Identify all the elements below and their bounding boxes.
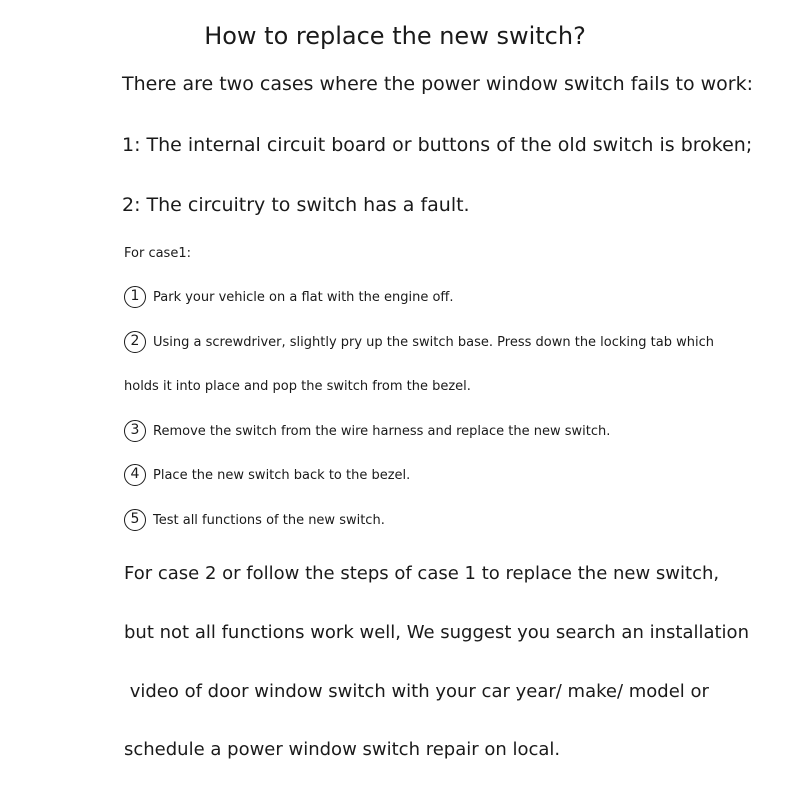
step-1 [124, 286, 454, 308]
step-number-badge: 4 [124, 464, 146, 486]
step-text: Park your vehicle on a flat with the engine off. [153, 289, 454, 305]
step-number-badge: 2 [124, 331, 146, 353]
page-title: How to replace the new switch? [204, 22, 586, 50]
step-text: Test all functions of the new switch. [153, 512, 385, 528]
step-number-badge: 5 [124, 509, 146, 531]
case1-heading: For case1: [124, 246, 191, 261]
case2-paragraph-line: For case 2 or follow the steps of case 1 to replace the new switch, [124, 563, 720, 584]
step-number-badge: 3 [124, 420, 146, 442]
step-2 [124, 331, 714, 353]
case2-paragraph-line: schedule a power window switch repair on local. [124, 739, 561, 760]
step-3 [124, 420, 610, 442]
step-number-badge: 1 [124, 286, 146, 308]
case2-paragraph-line: but not all functions work well, We suggest you search an installation [124, 622, 749, 643]
step-2-continuation: holds it into place and pop the switch from the bezel. [124, 379, 471, 394]
step-text: Remove the switch from the wire harness and replace the new switch. [153, 423, 611, 439]
intro-text: There are two cases where the power window switch fails to work: [122, 73, 754, 95]
step-5 [124, 509, 385, 531]
case2-paragraph-line: video of door window switch with your car year/ make/ model or [124, 681, 709, 702]
step-4 [124, 464, 410, 486]
step-text: Place the new switch back to the bezel. [153, 467, 411, 483]
case-2-description: 2: The circuitry to switch has a fault. [122, 194, 470, 216]
step-text: Using a screwdriver, slightly pry up the switch base. Press down the locking tab which [153, 334, 714, 350]
case-1-description: 1: The internal circuit board or buttons of the old switch is broken; [122, 134, 753, 156]
